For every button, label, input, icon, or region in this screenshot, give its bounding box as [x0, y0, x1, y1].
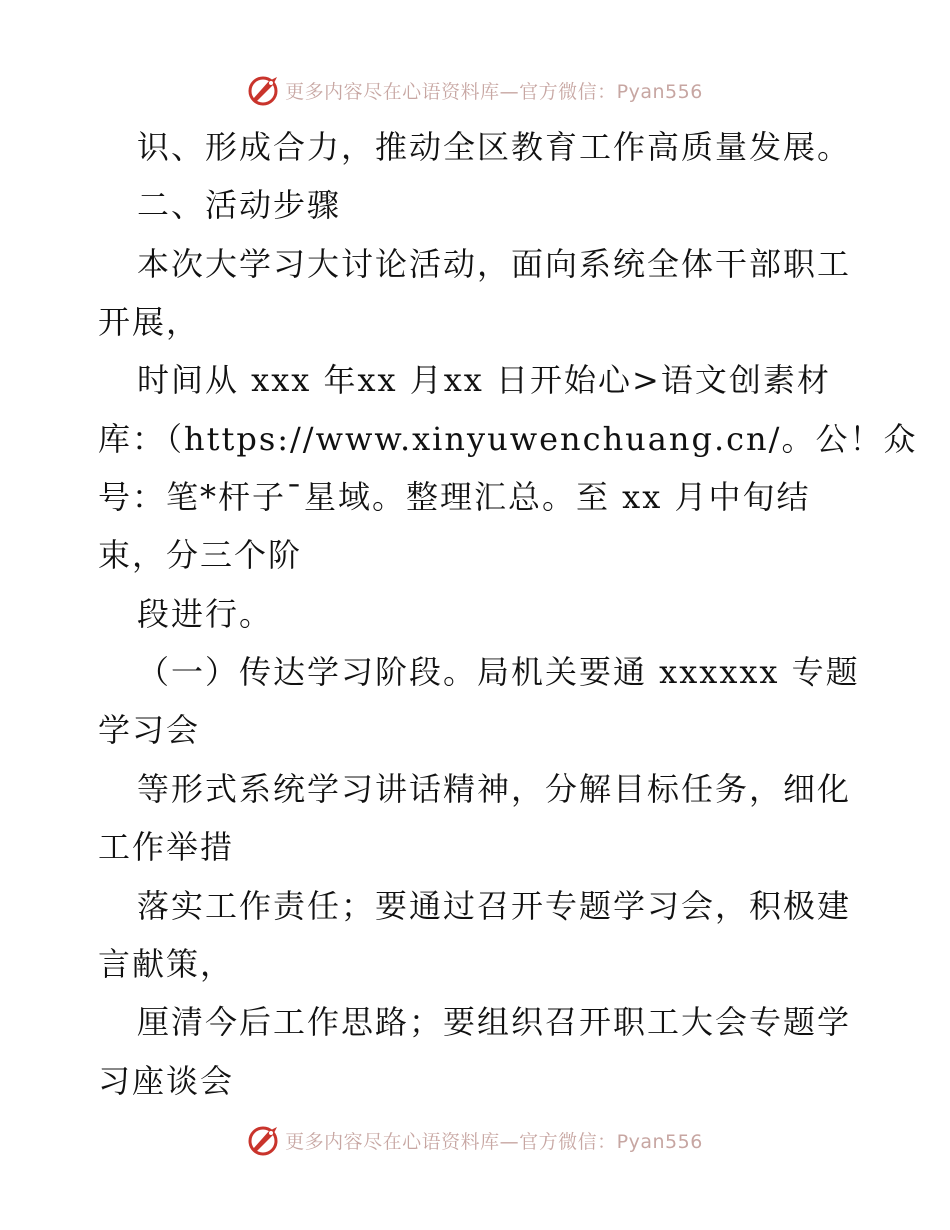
quill-logo-icon — [247, 1123, 281, 1157]
text-line: 段进行。 — [137, 595, 274, 633]
text-line: 库：（https://www.xinyuwenchuang.cn/。公！众 — [98, 420, 918, 458]
footer-watermark-text: 更多内容尽在心语资料库—官方微信：Pyan556 — [285, 1130, 703, 1153]
text-line: 开展， — [98, 303, 201, 341]
text-line: 等形式系统学习讲话精神，分解目标任务，细化 — [137, 770, 852, 808]
text-line: 落实工作责任；要通过召开专题学习会，积极建 — [137, 887, 852, 925]
text-line: 厘清今后工作思路；要组织召开职工大会专题学 — [137, 1003, 852, 1041]
footer-watermark-banner — [0, 1120, 950, 1160]
section-heading: 二、活动步骤 — [137, 186, 342, 224]
subsection-heading: （一）传达学习阶段。局机关要通 xxxxxx 专题 — [137, 653, 860, 691]
text-line: 号：笔*杆子¯星域。整理汇总。至 xx 月中旬结 — [98, 478, 811, 516]
text-line: 学习会 — [98, 711, 201, 749]
text-line: 工作举措 — [98, 828, 235, 866]
text-line: 时间从 xxx 年xx 月xx 日开始心>语文创素材 — [137, 361, 831, 399]
text-line: 习座谈会 — [98, 1062, 235, 1100]
text-line: 言献策， — [98, 945, 235, 983]
header-watermark-text: 更多内容尽在心语资料库—官方微信：Pyan556 — [285, 80, 703, 103]
text-line: 识、形成合力，推动全区教育工作高质量发展。 — [137, 128, 852, 166]
text-line: 束，分三个阶 — [98, 536, 303, 574]
text-line: 本次大学习大讨论活动，面向系统全体干部职工 — [137, 245, 852, 283]
